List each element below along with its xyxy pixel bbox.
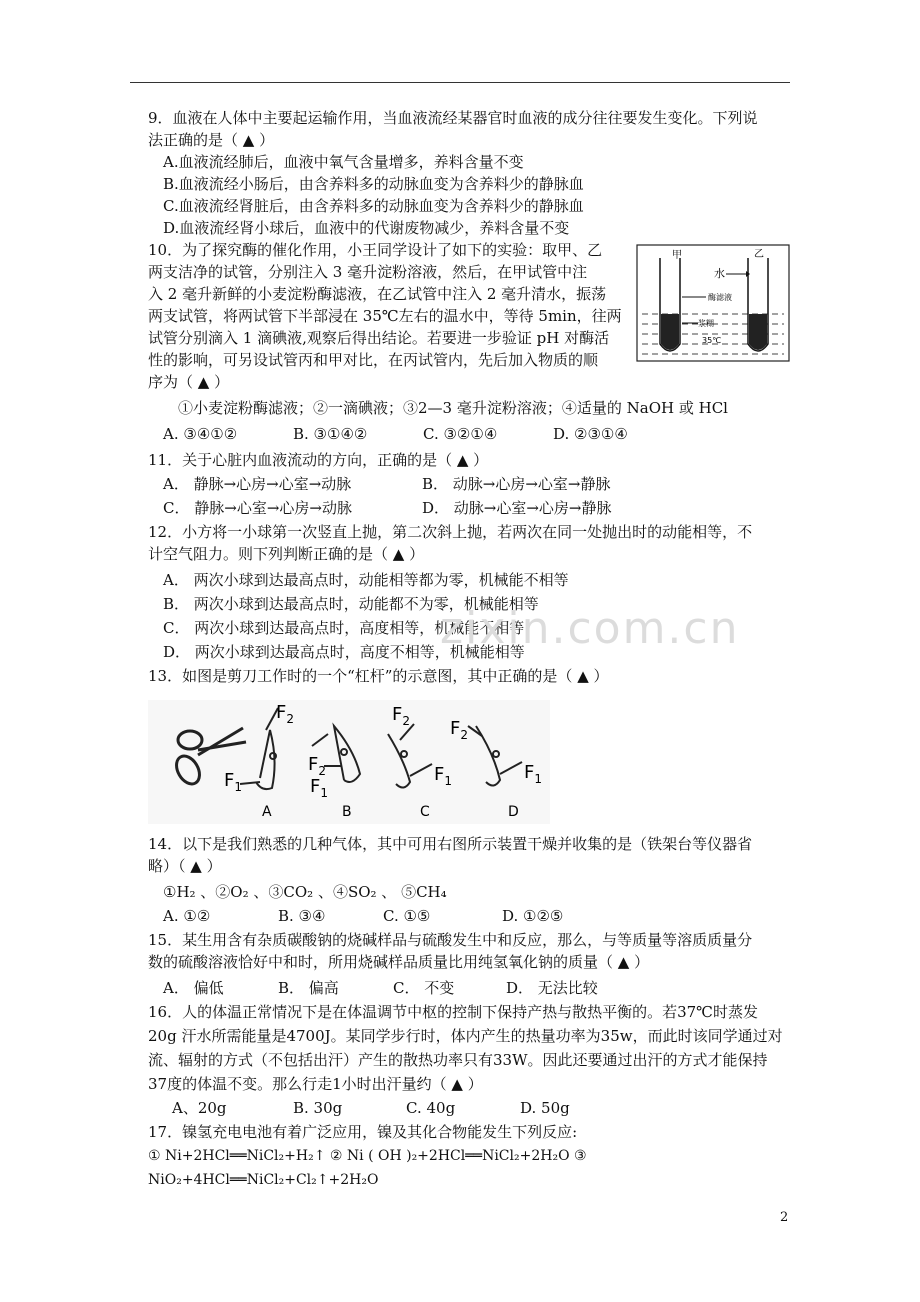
q14-stem-line1: 14．以下是我们熟悉的几种气体，其中可用右图所示装置干燥并收集的是（铁架台等仪器省 — [148, 835, 753, 853]
q9-stem-line1: 9．血液在人体中主要起运输作用，当血液流经某器官时血液的成分往往要发生变化。下列说 — [148, 109, 758, 127]
q16-option-a: A、20g — [172, 1099, 227, 1117]
watermark: zixin.com.cn — [440, 603, 740, 654]
label-enzyme: 酶滤液 — [708, 293, 732, 302]
q9-option-c: C.血液流经肾脏后，由含养料多的动脉血变为含养料少的静脉血 — [163, 197, 584, 215]
option-b-label: B — [342, 804, 352, 820]
q14-stem-line2: 略）（ ▲ ） — [148, 857, 222, 875]
q10-option-d: D. ②③①④ — [553, 425, 628, 443]
tube-yi-liquid — [749, 314, 767, 350]
label-jia: 甲 — [672, 250, 682, 261]
test-tube-figure — [636, 244, 790, 362]
tube-jia-liquid — [661, 314, 679, 350]
q12-stem-line1: 12．小方将一小球第一次竖直上抛，第二次斜上抛，若两次在同一处抛出时的动能相等，不 — [148, 523, 753, 541]
c-f1-label: $F_1$ — [434, 764, 452, 788]
q16-line2: 20g 汗水所需能量是4700J。某同学步行时，体内产生的热量功率为35w，而此时该同学通过对 — [148, 1027, 783, 1045]
scissors-lever-figure — [148, 700, 550, 824]
q10-line7: 序为（ ▲ ） — [148, 373, 230, 391]
q14-gases: ①H₂ 、②O₂ 、③CO₂ 、④SO₂ 、 ⑤CH₄ — [163, 883, 447, 901]
q15-stem-line2: 数的硫酸溶液恰好中和时，所用烧碱样品质量比用纯氢氧化钠的质量（ ▲ ） — [148, 953, 650, 971]
q12-option-b: B． 两次小球到达最高点时，动能都不为零，机械能相等 — [163, 595, 539, 613]
q10-option-a: A. ③④①② — [163, 425, 238, 443]
q15-stem-line1: 15．某生用含有杂质碳酸钠的烧碱样品与硫酸发生中和反应，那么，与等质量等溶质质量分 — [148, 931, 753, 949]
page-number: 2 — [780, 1210, 789, 1225]
q10-option-c: C. ③②①④ — [423, 425, 498, 443]
q11-stem: 11．关于心脏内血液流动的方向，正确的是（ ▲ ） — [148, 451, 489, 469]
option-d-label: D — [508, 804, 519, 820]
option-a-label: A — [262, 804, 272, 820]
b-f2-label: $F_2$ — [308, 754, 326, 778]
a-f2-label: $F_2$ — [276, 702, 294, 726]
q10-line2: 两支洁净的试管，分别注入 3 毫升淀粉溶液，然后，在甲试管中注 — [148, 263, 588, 281]
q10-items: ①小麦淀粉酶滤液；②一滴碘液；③2—3 毫升淀粉溶液；④适量的 NaOH 或 HCl — [178, 399, 728, 417]
q16-line3: 流、辐射的方式（不包括出汗）产生的散热功率只有33W。因此还要通过出汗的方式才能保持 — [148, 1051, 768, 1069]
a-f1-label: $F_1$ — [224, 770, 242, 794]
q16-line4: 37度的体温不变。那么行走1小时出汗量约（ ▲ ） — [148, 1075, 483, 1093]
q12-option-a: A． 两次小球到达最高点时，动能相等都为零，机械能不相等 — [163, 571, 569, 589]
q16-line1: 16．人的体温正常情况下是在体温调节中枢的控制下保持产热与散热平衡的。若37℃时蒸发 — [148, 1003, 758, 1021]
q16-option-c: C. 40g — [406, 1099, 456, 1117]
q10-line1: 10．为了探究酶的催化作用，小王同学设计了如下的实验：取甲、乙 — [148, 241, 603, 259]
label-water: 水 — [714, 267, 725, 280]
c-f2-label: $F_2$ — [392, 704, 410, 728]
q11-option-a: A． 静脉→心房→心室→动脉 — [163, 475, 352, 493]
q17-reactions-line2: NiO₂+4HCl══NiCl₂+Cl₂↑+2H₂O — [148, 1172, 379, 1188]
q9-option-b: B.血液流经小肠后，由含养料多的动脉血变为含养料少的静脉血 — [163, 175, 584, 193]
q16-option-b: B. 30g — [293, 1099, 343, 1117]
q15-option-c: C． 不变 — [393, 979, 455, 997]
q9-option-a: A.血液流经肺后，血液中氧气含量增多，养料含量不变 — [163, 153, 524, 171]
label-yi: 乙 — [754, 249, 764, 260]
q14-option-d: D. ①②⑤ — [502, 907, 564, 925]
label-temp: 35℃ — [702, 336, 722, 345]
q12-stem-line2: 计空气阻力。则下列判断正确的是（ ▲ ） — [148, 545, 425, 563]
q9-stem-line2: 法正确的是（ ▲ ） — [148, 131, 275, 149]
b-f1-label: $F_1$ — [310, 776, 328, 800]
q10-line5: 试管分别滴入 1 滴碘液,观察后得出结论。若要进一步验证 pH 对酶活 — [148, 329, 610, 347]
q17-reactions-line1: ① Ni+2HCl══NiCl₂+H₂↑ ② Ni ( OH )₂+2HCl══NiCl₂+2H₂O ③ — [148, 1148, 587, 1164]
d-f1-label: $F_1$ — [524, 762, 542, 786]
q11-option-d: D． 动脉→心室→心房→静脉 — [422, 499, 612, 517]
q11-option-c: C． 静脉→心室→心房→动脉 — [163, 499, 352, 517]
q17-stem: 17．镍氢充电电池有着广泛应用，镍及其化合物能发生下列反应: — [148, 1123, 578, 1141]
label-starch: 浆糊 — [698, 319, 714, 328]
q16-option-d: D. 50g — [520, 1099, 570, 1117]
q9-option-d: D.血液流经肾小球后，血液中的代谢废物减少，养料含量不变 — [163, 219, 570, 237]
d-f2-label: $F_2$ — [450, 718, 468, 742]
q10-option-b: B. ③①④② — [293, 425, 368, 443]
q15-option-b: B． 偏高 — [278, 979, 339, 997]
q10-line3: 入 2 毫升新鲜的小麦淀粉酶滤液，在乙试管中注入 2 毫升清水，振荡 — [148, 285, 607, 303]
q15-option-d: D． 无法比较 — [506, 979, 598, 997]
q12-option-d: D． 两次小球到达最高点时，高度不相等，机械能相等 — [163, 643, 525, 661]
option-c-label: C — [420, 804, 430, 820]
q10-line4: 两支试管，将两试管下半部浸在 35℃左右的温水中，等待 5min，往两 — [148, 307, 622, 325]
q10-line6: 性的影响，可另设试管丙和甲对比，在丙试管内，先后加入物质的顺 — [148, 351, 599, 369]
q15-option-a: A． 偏低 — [163, 979, 224, 997]
q14-option-a: A. ①② — [163, 907, 211, 925]
q12-option-c: C． 两次小球到达最高点时，高度相等，机械能不相等 — [163, 619, 525, 637]
q13-stem: 13．如图是剪刀工作时的一个“杠杆”的示意图，其中正确的是（ ▲ ） — [148, 667, 609, 685]
q14-option-b: B. ③④ — [278, 907, 326, 925]
q14-option-c: C. ①⑤ — [383, 907, 431, 925]
q11-option-b: B． 动脉→心房→心室→静脉 — [422, 475, 611, 493]
header-rule — [130, 82, 790, 83]
